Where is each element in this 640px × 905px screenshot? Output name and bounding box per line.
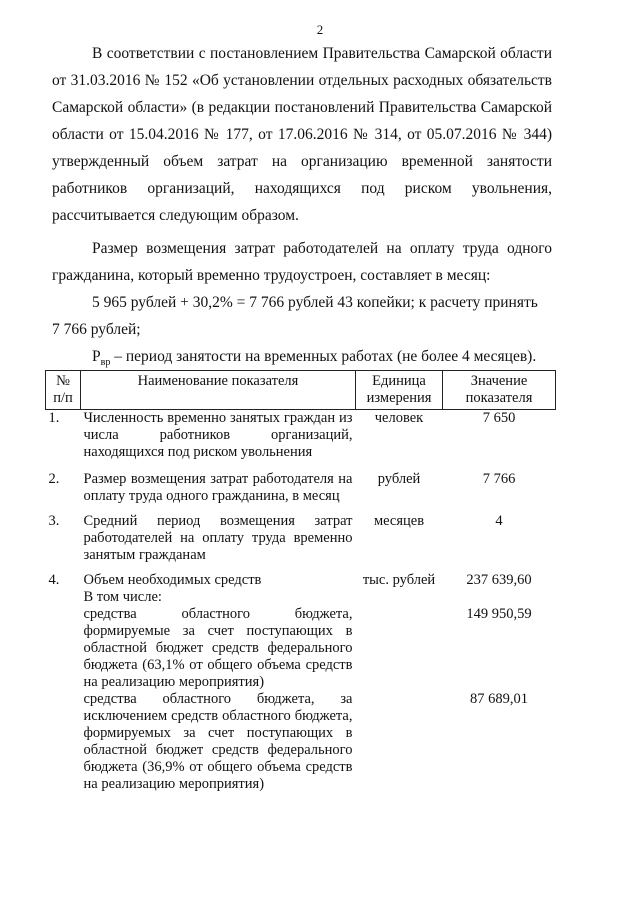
period-text: – период занятости на временных работах (не более 4 месяцев).	[110, 348, 537, 365]
header-value: Значение показателя	[443, 371, 556, 410]
calculation-result: 7 766 рублей;	[52, 321, 141, 338]
row-unit: месяцев	[373, 513, 425, 529]
paragraph-legal-basis	[52, 40, 552, 229]
row-num: 3.	[48, 513, 60, 529]
page-number: 2	[316, 22, 324, 37]
row-name: Средний период возмещения затрат работодателей на оплату труда временно занятым гражданам	[83, 513, 353, 563]
table-row	[46, 410, 556, 462]
row-name: Объем необходимых средств	[83, 572, 262, 588]
table-subrow	[46, 691, 556, 793]
row-num: 2.	[48, 471, 60, 487]
calculation-line: 5 965 рублей + 30,2% = 7 766 рублей 43 копейки; к расчету принять	[92, 294, 538, 311]
paragraph-compensation	[52, 235, 552, 289]
subheading: В том числе:	[83, 589, 162, 605]
table-row	[46, 513, 556, 564]
row-name: Численность временно занятых граждан из числа работников организаций, находящихся под риском увольнения	[83, 410, 353, 460]
table-row	[46, 471, 556, 505]
row-unit: рублей	[377, 471, 421, 487]
subrow-value: 87 689,01	[470, 691, 528, 707]
table-subrow	[46, 606, 556, 691]
row-value: 7 650	[482, 410, 516, 426]
table-subheading-row	[46, 589, 556, 606]
paragraph-legal-basis-text: В соответствии с постановлением Правительства Самарской области от 31.03.2016 № 152 «Об установлении отдельных расходных обязательств Самарской области» (в редакции постановлений Правительства Самарской области от 15.04.2016 № 177, от 17.06.2016 № 314, от 05.07.2016 № 344) утвержденный объем затрат на организацию временной занятости работников организаций, находящихся под риском увольнения, рассчитывается следующим образом.	[52, 45, 552, 224]
row-num: 1.	[48, 410, 60, 426]
header-num: № п/п	[46, 371, 81, 410]
table-header-row	[46, 371, 556, 410]
indicators-table	[45, 370, 556, 793]
table-row	[46, 572, 556, 589]
row-unit: тыс. рублей	[362, 572, 436, 588]
header-unit: Единица измерения	[356, 371, 443, 410]
row-value: 7 766	[482, 471, 516, 487]
period-subscript: вр	[100, 357, 111, 369]
row-name: Размер возмещения затрат работодателя на оплату труда одного гражданина, в месяц	[83, 471, 353, 504]
subrow-name: средства областного бюджета, формируемые за счет поступающих в областной бюджет средств федерального бюджета (63,1% от общего объема средств на реализацию мероприятия)	[83, 606, 353, 690]
subrow-name: средства областного бюджета, за исключением средств областного бюджета, формируемых за счет поступающих в областной бюджет средств федерального бюджета (36,9% от общего объема средств на реализацию мероприятия)	[83, 691, 353, 792]
period-symbol: P	[92, 348, 101, 365]
subrow-value: 149 950,59	[466, 606, 532, 622]
row-value: 237 639,60	[466, 572, 532, 588]
paragraph-compensation-text: Размер возмещения затрат работодателей на оплату труда одного гражданина, который временно трудоустроен, составляет в месяц:	[52, 240, 552, 284]
row-value: 4	[495, 513, 503, 529]
row-num: 4.	[48, 572, 60, 588]
row-unit: человек	[374, 410, 424, 426]
header-name: Наименование показателя	[81, 371, 356, 410]
